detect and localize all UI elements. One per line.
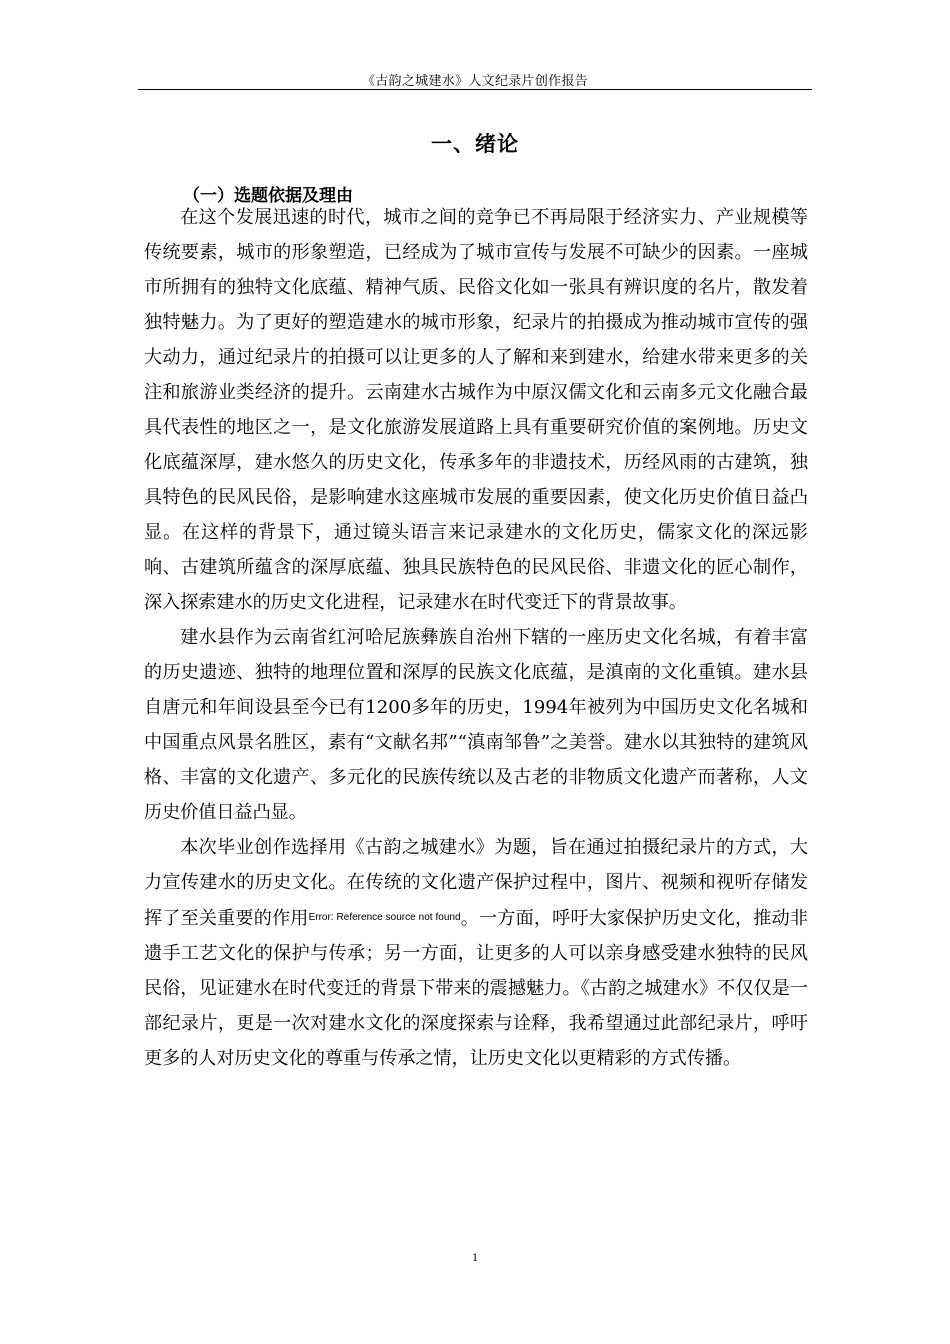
paragraph-3 [144,830,808,1076]
paragraph-2: 建水县作为云南省红河哈尼族彝族自治州下辖的一座历史文化名城，有着丰富的历史遗迹、独特的地理位置和深厚的民族文化底蕴，是滇南的文化重镇。建水县自唐元和年间设县至今已有1200多年的历史，1994年被列为中国历史文化名城和中国重点风景名胜区，素有“文献名邦”“滇南邹鲁”之美誉。建水以其独特的建筑风格、丰富的文化遗产、多元化的民族传统以及古老的非物质文化遗产而著称，人文历史价值日益凸显。 [144,627,808,823]
page-number: 1 [472,1250,478,1264]
reference-error-marker: Error: Reference source not found [308,912,461,923]
paragraph-3-text-after: 。一方面，呼吁大家保护历史文化，推动非遗手工艺文化的保护与传承；另一方面，让更多的人可以亲身感受建水独特的民风民俗，见证建水在时代变迁的背景下带来的震撼魅力。《古韵之城建水》不仅仅是一部纪录片，更是一次对建水文化的深度探索与诠释，我希望通过此部纪录片，呼吁更多的人对历史文化的尊重与传承之情，让历史文化以更精彩的方式传播。 [144,908,808,1069]
paragraph-3-text-before: 本次毕业创作选择用《古韵之城建水》为题，旨在通过拍摄纪录片的方式，大力宣传建水的历史文化。在传统的文化遗产保护过程中，图片、视频和视听存储发挥了至关重要的作用 [144,837,808,929]
header-divider [138,89,812,90]
subsection-heading: （一）选题依据及理由 [183,186,353,206]
running-header: 《古韵之城建水》人文纪录片创作报告 [361,74,589,89]
section-heading: 一、绪论 [431,132,519,156]
paragraph-1: 在这个发展迅速的时代，城市之间的竞争已不再局限于经济实力、产业规模等传统要素，城市的形象塑造，已经成为了城市宣传与发展不可缺少的因素。一座城市所拥有的独特文化底蕴、精神气质、民俗文化如一张具有辨识度的名片，散发着独特魅力。为了更好的塑造建水的城市形象，纪录片的拍摄成为推动城市宣传的强大动力，通过纪录片的拍摄可以让更多的人了解和来到建水，给建水带来更多的关注和旅游业类经济的提升。云南建水古城作为中原汉儒文化和云南多元文化融合最具代表性的地区之一，是文化旅游发展道路上具有重要研究价值的案例地。历史文化底蕴深厚，建水悠久的历史文化，传承多年的非遗技术，历经风雨的古建筑，独具特色的民风民俗，是影响建水这座城市发展的重要因素，使文化历史价值日益凸显。在这样的背景下，通过镜头语言来记录建水的文化历史，儒家文化的深远影响、古建筑所蕴含的深厚底蕴、独具民族特色的民风民俗、非遗文化的匠心制作，深入探索建水的历史文化进程，记录建水在时代变迁下的背景故事。 [144,207,808,613]
body-text [144,200,808,1076]
